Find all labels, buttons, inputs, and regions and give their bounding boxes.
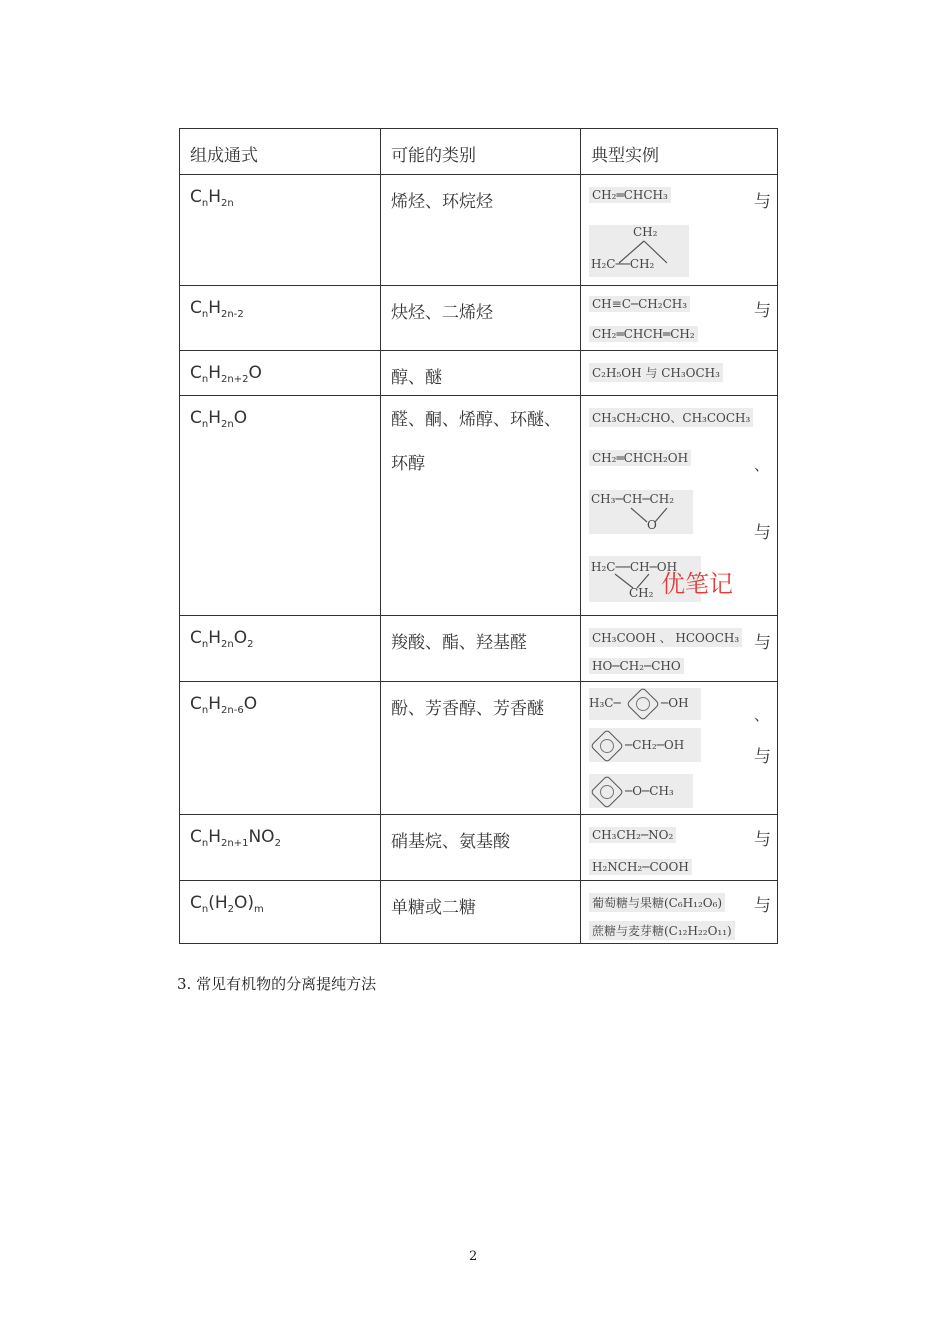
table-row	[180, 285, 777, 350]
example-aldehyde-ketone: CH₃CH₂CHO、CH₃COCH₃	[589, 408, 753, 427]
cresol-structure: H₃C─ ─OH	[589, 688, 701, 720]
benzene-ring-icon	[590, 729, 624, 763]
example-ethanol-ether: C₂H₅OH 与 CH₃OCH₃	[589, 363, 723, 382]
example-butadiene: CH₂═CHCH═CH₂	[589, 326, 698, 342]
example-glycine: H₂NCH₂─COOH	[589, 859, 692, 875]
header-formula: 组成通式	[190, 146, 258, 166]
classes-cell: 酚、芳香醇、芳香醚	[391, 699, 544, 719]
connector-text: 与	[754, 633, 771, 653]
table-row	[180, 681, 777, 814]
separator-text: 、	[753, 456, 769, 474]
examples-cell	[580, 175, 779, 285]
examples-cell	[580, 396, 779, 615]
formula-cell: $C_nH_{2n-2}$	[190, 298, 244, 320]
watermark-text: 优笔记	[661, 570, 733, 598]
example-allyl-alcohol: CH₂═CHCH₂OH	[589, 450, 691, 466]
connector-text: 与	[754, 301, 771, 321]
table-row	[180, 395, 777, 615]
formula-cell: $C_n(H_2O)_m$	[190, 893, 264, 915]
example-sucrose-maltose: 蔗糖与麦芽糖(C₁₂H₂₂O₁₁)	[589, 921, 735, 940]
formula-cell: $C_nH_{2n}O$	[190, 408, 248, 430]
connector-text: 与	[754, 192, 771, 212]
examples-cell	[580, 815, 779, 880]
table-row	[180, 174, 777, 285]
examples-cell	[580, 351, 779, 395]
header-classes: 可能的类别	[391, 146, 476, 166]
examples-cell	[580, 881, 779, 943]
separator-text: 、	[753, 706, 769, 724]
header-examples: 典型实例	[591, 146, 659, 166]
example-propene: CH₂═CHCH₃	[589, 187, 671, 203]
cyclopropanol-structure: H₂C──CH─OH CH₂	[589, 556, 701, 602]
formula-cell: $C_nH_{2n+1}NO_2$	[190, 827, 281, 849]
anisole-structure: ─O─CH₃	[589, 774, 693, 808]
page-number: 2	[469, 1249, 478, 1264]
connector-text: 与	[754, 896, 771, 916]
example-hydroxy-aldehyde: HO─CH₂─CHO	[589, 658, 684, 674]
example-butyne: CH≡C─CH₂CH₃	[589, 296, 690, 312]
examples-cell	[580, 682, 779, 814]
cyclopropane-structure: CH₂ H₂C──CH₂	[589, 225, 689, 277]
example-nitroethane: CH₃CH₂─NO₂	[589, 827, 676, 843]
connector-text: 与	[754, 747, 771, 767]
table-row	[180, 814, 777, 880]
classes-cell: 醇、醚	[391, 368, 442, 388]
epoxide-structure: CH₃─CH─CH₂ O	[589, 490, 693, 534]
benzene-ring-icon	[626, 687, 660, 721]
formula-table	[179, 128, 778, 944]
example-acid-ester: CH₃COOH 、 HCOOCH₃	[589, 628, 742, 647]
table-row	[180, 615, 777, 681]
connector-text: 与	[754, 830, 771, 850]
formula-cell: $C_nH_{2n-6}O$	[190, 694, 258, 716]
table-row	[180, 350, 777, 395]
classes-cell: 羧酸、酯、羟基醛	[391, 633, 527, 653]
benzene-ring-icon	[590, 775, 624, 809]
formula-cell: $C_nH_{2n+2}O$	[190, 363, 262, 385]
formula-cell: $C_nH_{2n}$	[190, 187, 234, 209]
table-header-row	[180, 129, 777, 174]
classes-cell: 炔烃、二烯烃	[391, 303, 493, 323]
connector-text: 与	[754, 523, 771, 543]
formula-cell: $C_nH_{2n}O_2$	[190, 628, 254, 650]
section-heading: 3. 常见有机物的分离提纯方法	[177, 975, 377, 993]
examples-cell	[580, 616, 779, 681]
classes-cell: 单糖或二糖	[391, 898, 476, 918]
example-glucose-fructose: 葡萄糖与果糖(C₆H₁₂O₆)	[589, 893, 725, 912]
examples-cell	[580, 286, 779, 350]
benzyl-alcohol-structure: ─CH₂─OH	[589, 728, 701, 762]
classes-cell: 烯烃、环烷烃	[391, 192, 493, 212]
classes-cell: 硝基烷、氨基酸	[391, 832, 510, 852]
table-row	[180, 880, 777, 943]
classes-cell: 醛、酮、烯醇、环醚、环醇	[391, 410, 561, 474]
